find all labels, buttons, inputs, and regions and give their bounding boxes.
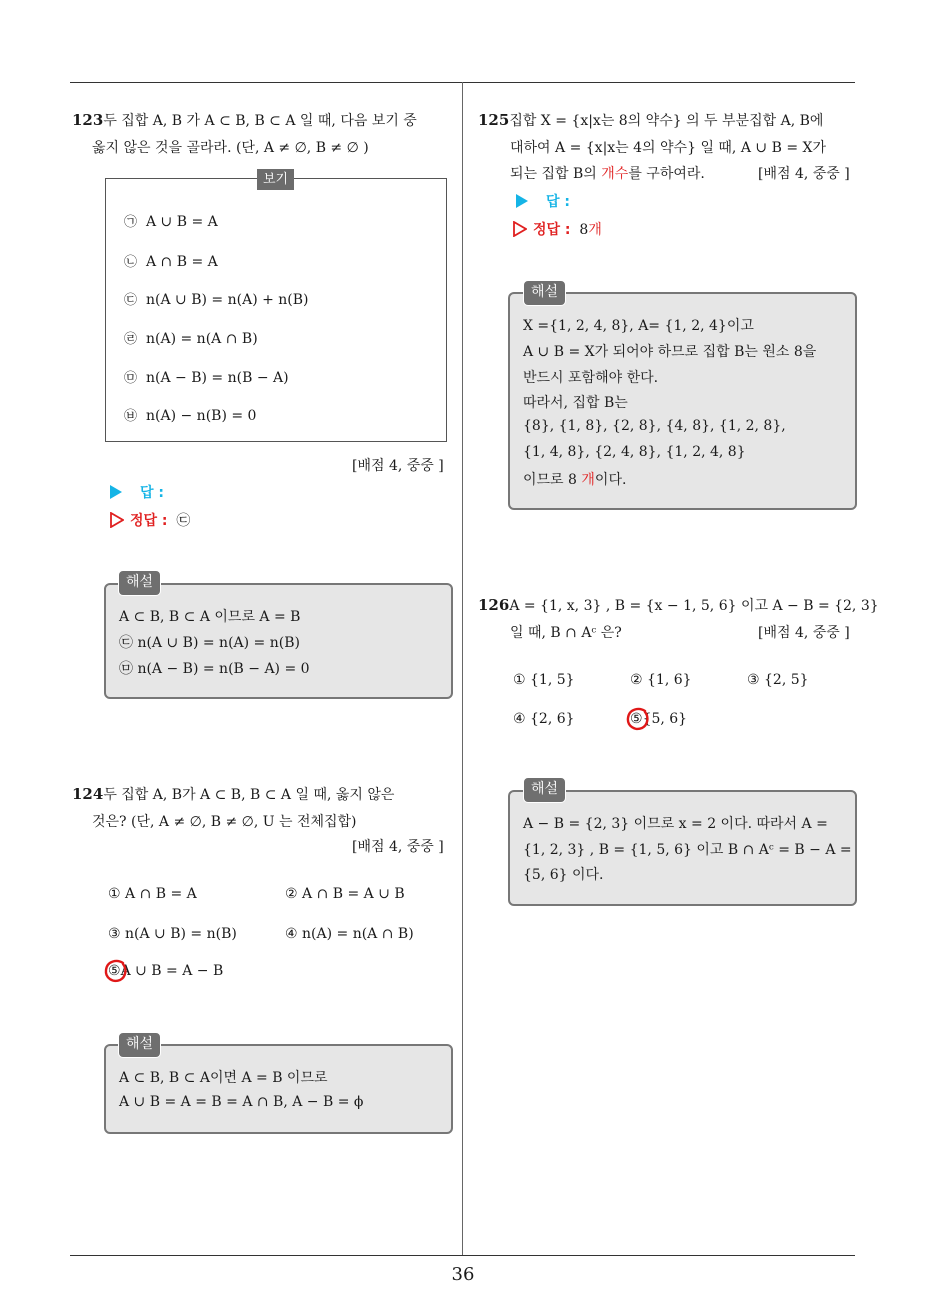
q124-choice-mark: ③ bbox=[108, 926, 121, 942]
q126-exp-line: A − B = {2, 3} 이므로 x = 2 이다. 따라서 A = bbox=[523, 816, 828, 832]
q125-exp-last-c: 이다. bbox=[594, 472, 627, 488]
q124-choice-text: n(A) = n(A ∩ B) bbox=[302, 926, 414, 942]
q123-score: [배점 4, 중중 ] bbox=[352, 458, 444, 474]
q124-choice[interactable] bbox=[108, 886, 197, 902]
q123-stem-1: 두 집합 A, B 가 A ⊂ B, B ⊂ A 일 때, 다음 보기 중 bbox=[103, 113, 417, 129]
q124-choice[interactable] bbox=[285, 886, 405, 902]
q125-stem-3 bbox=[510, 163, 705, 183]
q125-correct-row bbox=[513, 219, 602, 239]
q125-exp-line: X ={1, 2, 4, 8}, A= {1, 2, 4}이고 bbox=[523, 318, 754, 334]
q125-exp-last bbox=[523, 469, 626, 489]
q123-line1 bbox=[72, 110, 417, 130]
q124-choice-text: A ∩ B = A ∪ B bbox=[302, 886, 405, 902]
q126-exp-line: {5, 6} 이다. bbox=[523, 867, 604, 883]
q124-choice-mark: ④ bbox=[285, 926, 298, 942]
q124-choice-text: A ∩ B = A bbox=[125, 886, 197, 902]
q123-bogi-text: n(A) − n(B) = 0 bbox=[146, 408, 257, 424]
q125-answer-row bbox=[516, 191, 570, 211]
q126-stem-2: 일 때, B ∩ Aᶜ 은? bbox=[510, 625, 622, 641]
q125-correct-unit: 개 bbox=[588, 222, 602, 238]
q126-explanation-tag: 해설 bbox=[523, 777, 566, 803]
q126-choice-text: {5, 6} bbox=[642, 711, 688, 727]
q125-line1 bbox=[478, 110, 823, 130]
q126-choice-mark: ① bbox=[513, 672, 526, 688]
q124-exp-line: A ∪ B = A = B = A ∩ B, A − B = ϕ bbox=[119, 1094, 364, 1110]
q123-bogi-text: A ∪ B = A bbox=[146, 214, 218, 230]
q123-bogi-text: A ∩ B = A bbox=[146, 254, 218, 270]
q123-bogi-text: n(A ∪ B) = n(A) + n(B) bbox=[146, 292, 309, 308]
q125-correct-label: 정답 : bbox=[533, 222, 571, 238]
q123-bogi-text: n(A − B) = n(B − A) bbox=[146, 370, 289, 386]
q123-bogi-mark: ㉢ bbox=[124, 293, 138, 308]
q125-exp-line: 반드시 포함해야 한다. bbox=[523, 370, 659, 386]
q125-stem-1: 집합 X = {x|x는 8의 약수} 의 두 부분집합 A, B에 bbox=[509, 113, 824, 129]
q123-stem-2: 옳지 않은 것을 골라라. (단, A ≠ ∅, B ≠ ∅ ) bbox=[92, 140, 369, 156]
q124-exp-line: A ⊂ B, B ⊂ A이면 A = B 이므로 bbox=[119, 1070, 328, 1086]
q125-exp-line: {1, 4, 8}, {2, 4, 8}, {1, 2, 4, 8} bbox=[523, 444, 746, 460]
q125-stem-3a: 되는 집합 B의 bbox=[510, 166, 602, 182]
q126-choice[interactable] bbox=[630, 672, 692, 688]
bottom-rule bbox=[70, 1255, 855, 1256]
q126-number: 126 bbox=[478, 596, 510, 614]
q126-choice-text: {2, 5} bbox=[764, 672, 809, 688]
q126-choice-mark: ③ bbox=[747, 672, 760, 688]
q126-choice-mark: ② bbox=[630, 672, 643, 688]
q126-exp-line: {1, 2, 3} , B = {1, 5, 6} 이고 B ∩ Aᶜ = B − A = bbox=[523, 842, 852, 858]
q126-choice-text: {1, 5} bbox=[530, 672, 575, 688]
q123-bogi-mark: ㉥ bbox=[124, 409, 138, 424]
q125-stem-3c: 를 구하여라. bbox=[628, 166, 705, 182]
q126-stem-1: A = {1, x, 3} , B = {x − 1, 5, 6} 이고 A − B = {2, 3} bbox=[509, 598, 879, 614]
q123-bogi-mark: ㉣ bbox=[124, 332, 138, 347]
q124-choice-text: n(A ∪ B) = n(B) bbox=[125, 926, 237, 942]
q125-score: [배점 4, 중중 ] bbox=[758, 166, 850, 182]
q123-bogi-title: 보기 bbox=[257, 169, 294, 190]
q123-exp-line: ㉤ n(A − B) = n(B − A) = 0 bbox=[119, 661, 310, 677]
q124-choice-text: A ∪ B = A − B bbox=[120, 963, 224, 979]
q125-exp-line: A ∪ B = X가 되어야 하므로 집합 B는 원소 8을 bbox=[523, 344, 817, 360]
q126-choice-text: {1, 6} bbox=[647, 672, 692, 688]
q124-choice-mark: ② bbox=[285, 886, 298, 902]
play-arrow-icon bbox=[110, 485, 122, 499]
q125-stem-3b: 개수 bbox=[601, 166, 629, 182]
q123-correct-row bbox=[110, 510, 190, 530]
q123-bogi-item bbox=[124, 251, 218, 270]
q126-choice[interactable] bbox=[513, 711, 575, 727]
q125-stem-2: 대하여 A = {x|x는 4의 약수} 일 때, A ∪ B = X가 bbox=[510, 140, 826, 156]
q126-score: [배점 4, 중중 ] bbox=[758, 625, 850, 641]
q125-number: 125 bbox=[478, 111, 510, 129]
q123-answer-row bbox=[110, 482, 164, 502]
q123-bogi-text: n(A) = n(A ∩ B) bbox=[146, 331, 258, 347]
q123-bogi-item bbox=[124, 367, 289, 386]
answer-circle-icon bbox=[625, 706, 651, 732]
q124-number: 124 bbox=[72, 785, 104, 803]
play-arrow-icon bbox=[516, 194, 528, 208]
q126-line1 bbox=[478, 595, 879, 615]
q125-exp-last-b: 개 bbox=[581, 472, 595, 488]
q124-stem-1: 두 집합 A, B가 A ⊂ B, B ⊂ A 일 때, 옳지 않은 bbox=[103, 787, 395, 803]
q124-choice-mark: ⑤ bbox=[108, 963, 121, 979]
q123-bogi-item bbox=[124, 211, 218, 230]
q126-choice-mark: ④ bbox=[513, 711, 526, 727]
q126-choice[interactable] bbox=[513, 672, 575, 688]
q124-explanation-tag: 해설 bbox=[118, 1032, 161, 1058]
page-number: 36 bbox=[451, 1264, 475, 1285]
q123-bogi-item bbox=[124, 289, 309, 308]
q123-bogi-mark: ㉠ bbox=[124, 215, 138, 230]
q123-exp-line: ㉢ n(A ∪ B) = n(A) = n(B) bbox=[119, 635, 300, 651]
q123-bogi-mark: ㉤ bbox=[124, 371, 138, 386]
q124-choice[interactable] bbox=[285, 926, 414, 942]
q123-bogi-item bbox=[124, 328, 258, 347]
q123-correct-label: 정답 : bbox=[130, 513, 168, 529]
q123-exp-line: A ⊂ B, B ⊂ A 이므로 A = B bbox=[119, 609, 301, 625]
q124-choice-mark: ① bbox=[108, 886, 121, 902]
q125-correct-num: 8 bbox=[579, 222, 589, 238]
q123-number: 123 bbox=[72, 111, 104, 129]
q124-score: [배점 4, 중중 ] bbox=[352, 839, 444, 855]
q125-exp-last-a: 이므로 8 bbox=[523, 472, 582, 488]
q123-bogi-mark: ㉡ bbox=[124, 255, 138, 270]
outline-arrow-icon bbox=[513, 221, 527, 237]
q124-line1 bbox=[72, 784, 394, 804]
q124-stem-2: 것은? (단, A ≠ ∅, B ≠ ∅, U 는 전체집합) bbox=[92, 814, 357, 830]
q123-correct-value: ㉢ bbox=[176, 513, 191, 529]
q123-bogi-item bbox=[124, 405, 256, 424]
answer-circle-icon bbox=[103, 958, 129, 984]
q125-answer-label: 답 : bbox=[546, 194, 570, 210]
q125-explanation-tag: 해설 bbox=[523, 280, 566, 306]
q123-answer-label: 답 : bbox=[140, 485, 164, 501]
q126-choice-mark: ⑤ bbox=[630, 711, 643, 727]
column-divider bbox=[462, 82, 463, 1256]
q126-choice[interactable] bbox=[747, 672, 809, 688]
q125-exp-line: 따라서, 집합 B는 bbox=[523, 395, 628, 411]
outline-arrow-icon bbox=[110, 512, 124, 528]
q124-choice[interactable] bbox=[108, 926, 237, 942]
q126-choice-text: {2, 6} bbox=[530, 711, 575, 727]
q123-explanation-tag: 해설 bbox=[118, 570, 161, 596]
q125-exp-line: {8}, {1, 8}, {2, 8}, {4, 8}, {1, 2, 8}, bbox=[523, 418, 786, 434]
